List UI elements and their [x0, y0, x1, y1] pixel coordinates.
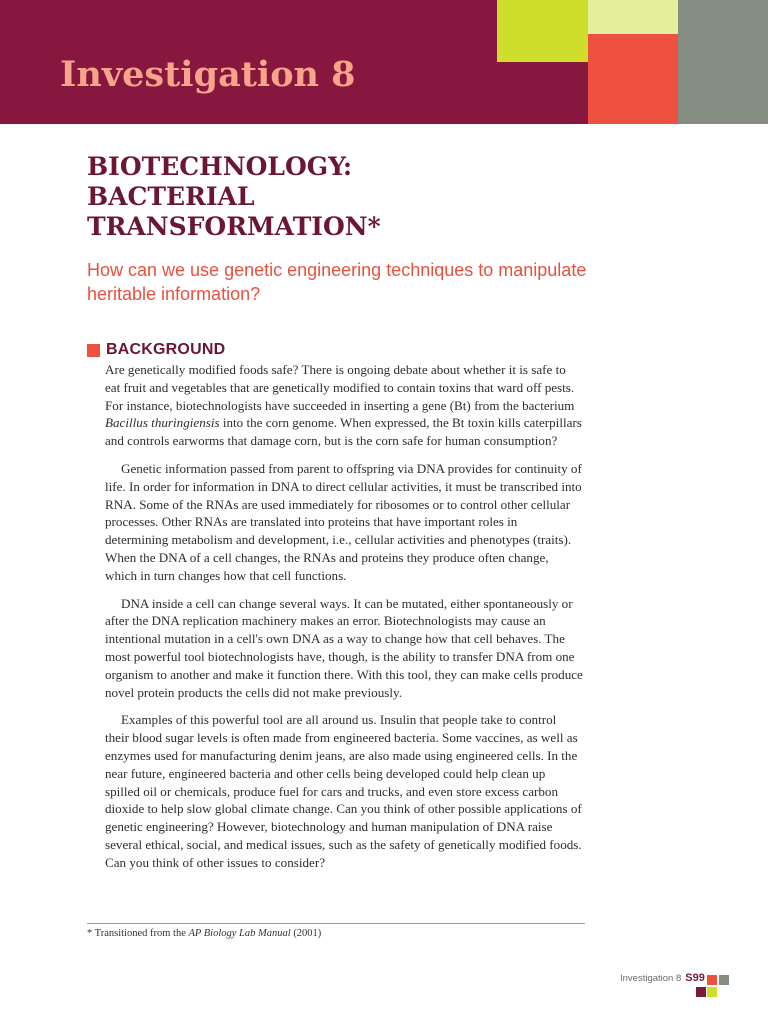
footnote-prefix: * Transitioned from the [87, 928, 189, 939]
footer-square-lime [707, 987, 717, 997]
section-heading-label: BACKGROUND [106, 341, 226, 358]
paragraph-1-species-name: Bacillus thuringiensis [105, 415, 220, 431]
page-footer [620, 972, 705, 984]
decor-block-red [588, 34, 678, 124]
paragraph-4: Examples of this powerful tool are all around us. Insulin that people take to control their blood sugar levels is often made from engineered bacteria. Some vaccines, as well as enzymes used for manufacturing denim jeans, are also made using engineered cells. In the near future, engineered bacteria and other cells being developed could help clean up spilled oil or chemicals, produce fuel for cars and trucks, and even store excess carbon dioxide to help slow global climate change. Can you think of other possible applications of genetic engineering? However, biotechnology and human manipulation of DNA raise several ethical, social, and medical issues, such as the safety of genetically modified foods. Can you think of other issues to consider? [105, 712, 582, 870]
guiding-question: How can we use genetic engineering techniques to manipulate heritable information? [87, 260, 587, 304]
page-number: S99 [685, 972, 705, 984]
investigation-title: Investigation 8 [60, 54, 356, 95]
paragraph-1 [105, 361, 583, 450]
footer-square-maroon [696, 987, 706, 997]
section-heading [87, 341, 225, 359]
page-title-line-1: BIOTECHNOLOGY: [87, 152, 353, 181]
footer-label: Investigation 8 [620, 972, 682, 984]
decor-block-lime [497, 0, 588, 62]
paragraph-3: DNA inside a cell can change several ways. It can be mutated, either spontaneously or after the DNA replication machinery makes an error. Biotechnologists may cause an intentional mutation in a cell's own DNA as a way to change how that cell behaves. The most powerful tool biotechnologists have, though, is the ability to transfer DNA from one organism to another and make it function there. With this tool, they can make cells produce novel protein products the cells did not make previously. [105, 595, 583, 700]
footer-square-gray [719, 975, 729, 985]
decor-block-cream [588, 0, 678, 34]
section-bullet-icon [87, 344, 100, 357]
footnote-divider [87, 923, 585, 924]
footnote-source-title: AP Biology Lab Manual [188, 928, 291, 939]
background-body [105, 361, 583, 882]
paragraph-1-part-b: into the corn genome. When expressed, the Bt toxin kills caterpillars and controls earworms that damage corn, but is the corn safe for human consumption? [105, 415, 582, 449]
footnote-suffix: (2001) [290, 928, 322, 939]
page-title [87, 152, 381, 242]
paragraph-1-part-a: Are genetically modified foods safe? There is ongoing debate about whether it is safe to eat fruit and vegetables that are genetically modified to contain toxins that ward off pests. For instance, biotechnologists have succeeded in inserting a gene (Bt) from the bacterium [105, 362, 575, 413]
paragraph-2: Genetic information passed from parent to offspring via DNA provides for continuity of life. In order for information in DNA to direct cellular activities, it must be transcribed into RNA. Some of the RNAs are used immediately for ribosomes or to control other cellular processes. Other RNAs are translated into proteins that have important roles in determining metabolism and development, i.e., cellular activities and phenotypes (traits). When the DNA of a cell changes, the RNAs and proteins they produce often change, which in turn changes how that cell functions. [105, 460, 582, 583]
footnote [87, 928, 321, 939]
footer-square-red [707, 975, 717, 985]
decor-block-gray [678, 0, 768, 124]
page-title-line-2: BACTERIAL [87, 182, 255, 211]
page-title-line-3: TRANSFORMATION* [87, 212, 381, 241]
